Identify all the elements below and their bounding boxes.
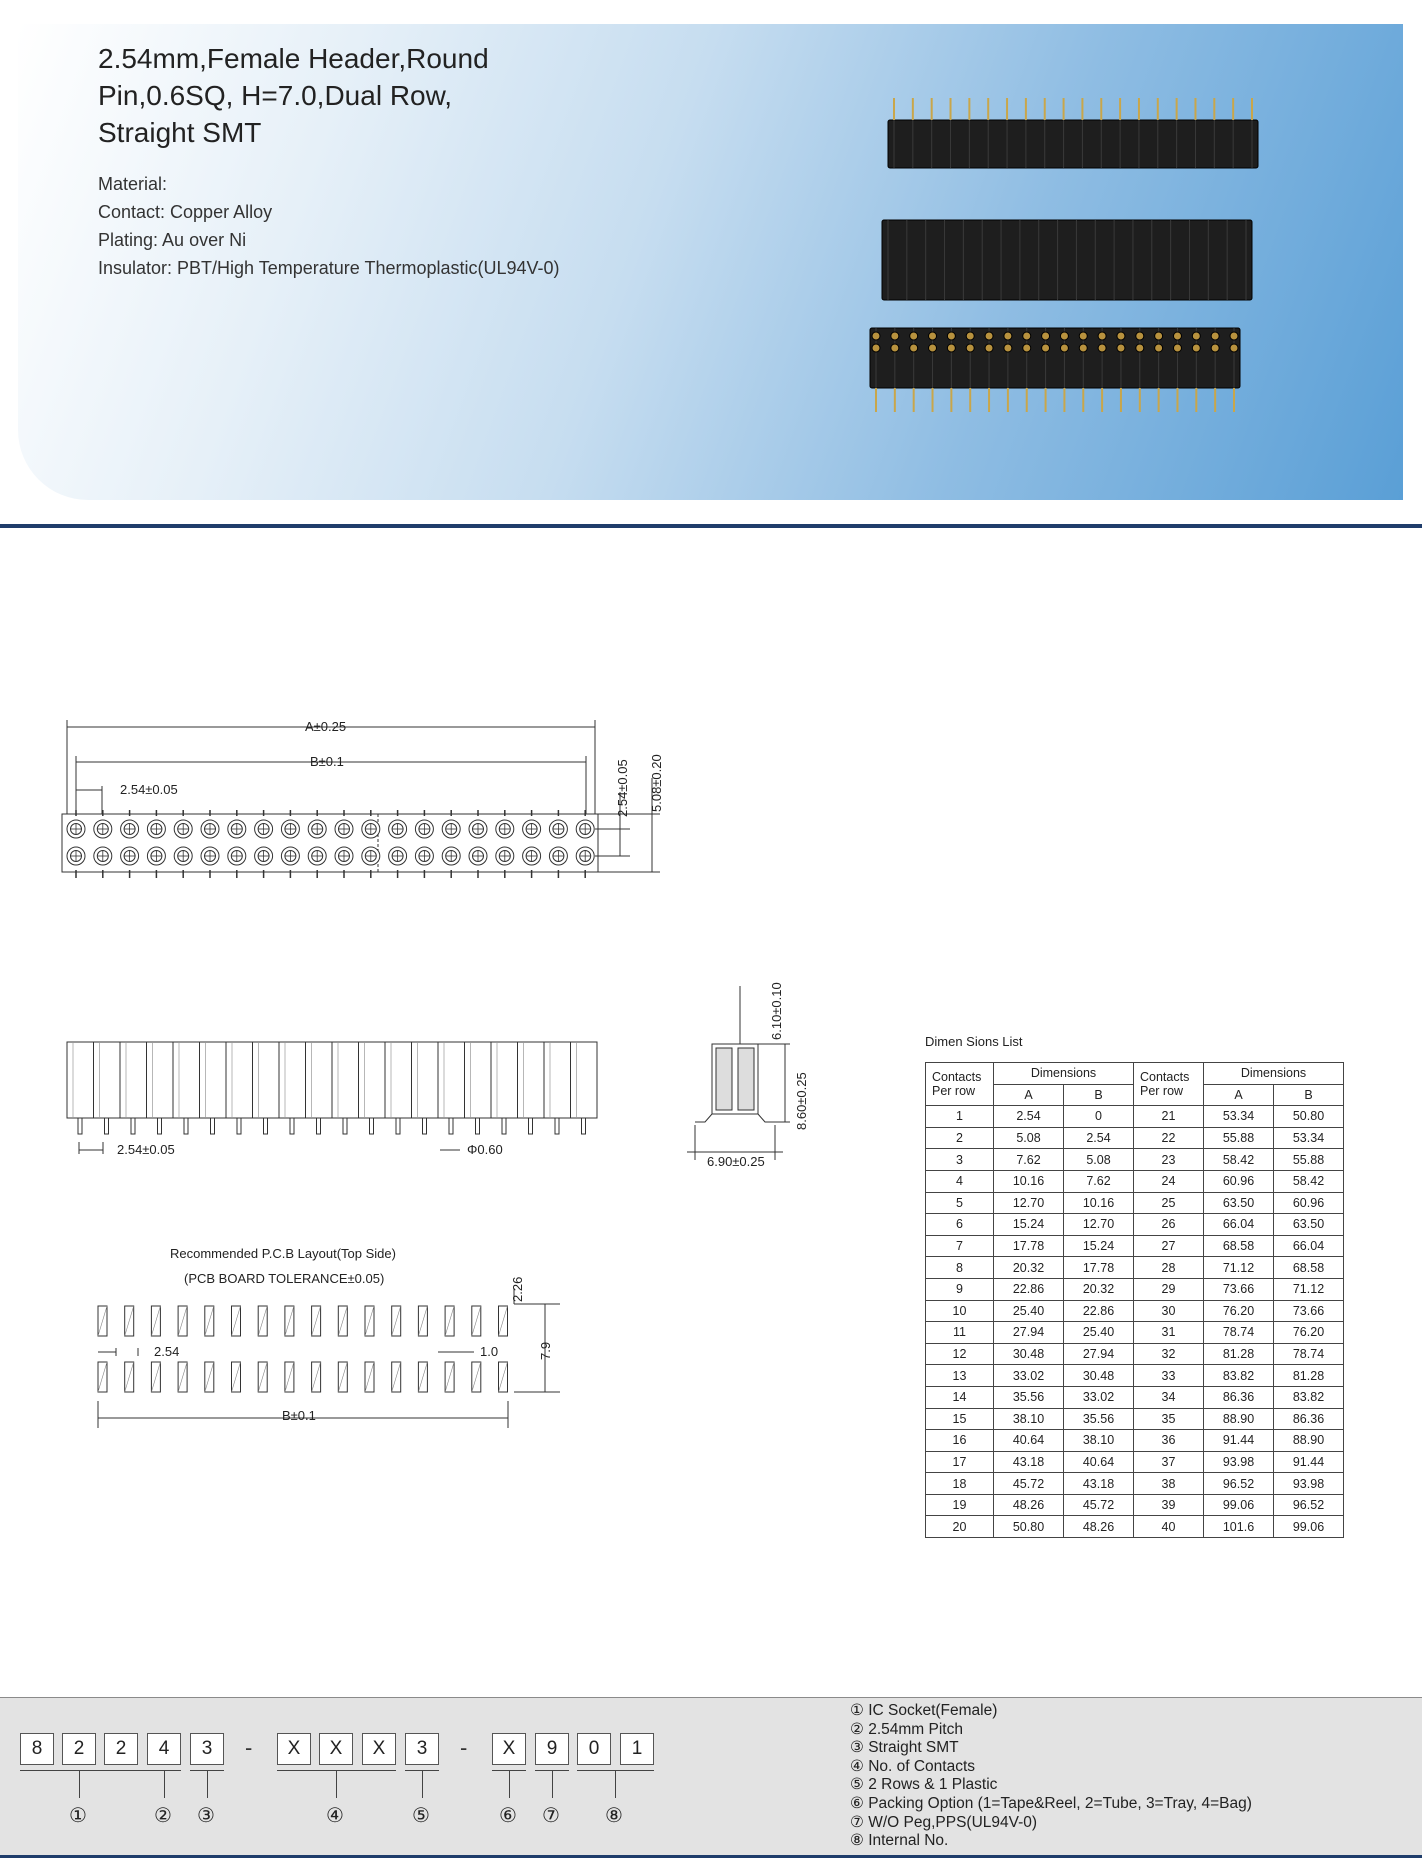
plating-spec: Plating: Au over Ni xyxy=(98,230,247,250)
table-cell: 10 xyxy=(926,1300,994,1322)
leader-line xyxy=(422,1770,423,1798)
pin-dia-label: Φ0.60 xyxy=(467,1142,503,1157)
table-cell: 29 xyxy=(1134,1278,1204,1300)
table-cell: 4 xyxy=(926,1170,994,1192)
socket-hole xyxy=(1211,332,1219,340)
legend-item: ③ Straight SMT xyxy=(850,1739,959,1757)
table-cell: 81.28 xyxy=(1274,1365,1344,1387)
socket-hole xyxy=(1023,332,1031,340)
socket-hole xyxy=(1136,332,1144,340)
socket-hole xyxy=(966,332,974,340)
socket-hole xyxy=(891,332,899,340)
table-cell: 48.26 xyxy=(1064,1516,1134,1538)
table-cell: 66.04 xyxy=(1274,1235,1344,1257)
table-cell: 55.88 xyxy=(1204,1127,1274,1149)
table-row xyxy=(926,1494,1344,1516)
insulator-spec: Insulator: PBT/High Temperature Thermoplastic(UL94V-0) xyxy=(98,258,560,278)
table-row xyxy=(926,1322,1344,1344)
table-cell: 50.80 xyxy=(994,1516,1064,1538)
header-b: B xyxy=(1064,1084,1134,1106)
socket-hole xyxy=(929,344,937,352)
socket-hole xyxy=(910,332,918,340)
socket-hole xyxy=(872,344,880,352)
table-row xyxy=(926,1408,1344,1430)
table-cell: 13 xyxy=(926,1365,994,1387)
table-cell: 39 xyxy=(1134,1494,1204,1516)
table-cell: 43.18 xyxy=(994,1451,1064,1473)
socket-hole xyxy=(1192,344,1200,352)
table-cell: 9 xyxy=(926,1278,994,1300)
pn-digit: 8 xyxy=(20,1733,54,1765)
pin-leg xyxy=(476,1118,480,1134)
leader-line xyxy=(509,1770,510,1798)
table-cell: 73.66 xyxy=(1204,1278,1274,1300)
legend-item: ④ No. of Contacts xyxy=(850,1757,976,1775)
table-cell: 88.90 xyxy=(1204,1408,1274,1430)
socket-hole xyxy=(1098,332,1106,340)
table-cell: 68.58 xyxy=(1274,1257,1344,1279)
table-cell: 96.52 xyxy=(1204,1473,1274,1495)
table-cell: 60.96 xyxy=(1204,1170,1274,1192)
header-contacts-line1: Contacts xyxy=(932,1070,982,1085)
table-body xyxy=(926,1106,1344,1538)
table-cell: 18 xyxy=(926,1473,994,1495)
table-row xyxy=(926,1106,1344,1128)
table-row xyxy=(926,1386,1344,1408)
table-cell: 2.54 xyxy=(1064,1127,1134,1149)
table-cell: 45.72 xyxy=(1064,1494,1134,1516)
table-cell: 93.98 xyxy=(1274,1473,1344,1495)
table-cell: 73.66 xyxy=(1274,1300,1344,1322)
socket-hole xyxy=(1117,344,1125,352)
table-cell: 35 xyxy=(1134,1408,1204,1430)
socket-hole xyxy=(1079,344,1087,352)
marker-4: ④ xyxy=(326,1803,344,1827)
pn-digit: X xyxy=(277,1733,311,1765)
socket-hole xyxy=(1155,332,1163,340)
marker-1: ① xyxy=(69,1803,87,1827)
socket-hole xyxy=(1042,332,1050,340)
pin-leg xyxy=(396,1118,400,1134)
table-cell: 86.36 xyxy=(1204,1386,1274,1408)
table-cell: 20 xyxy=(926,1516,994,1538)
table-row xyxy=(926,1430,1344,1452)
group-underline xyxy=(20,1770,147,1771)
legend-item: ⑥ Packing Option (1=Tape&Reel, 2=Tube, 3=Tray, 4=Bag) xyxy=(850,1794,1252,1812)
pin-leg xyxy=(264,1118,268,1134)
table-cell: 96.52 xyxy=(1274,1494,1344,1516)
table-row xyxy=(926,1235,1344,1257)
legend-item: ② 2.54mm Pitch xyxy=(850,1720,963,1738)
table-cell: 20.32 xyxy=(1064,1278,1134,1300)
table-cell: 78.74 xyxy=(1204,1322,1274,1344)
table-cell: 27 xyxy=(1134,1235,1204,1257)
socket-hole xyxy=(1173,344,1181,352)
socket-hole xyxy=(1173,332,1181,340)
header-body xyxy=(888,120,1258,168)
socket-hole xyxy=(1192,332,1200,340)
table-row xyxy=(926,1365,1344,1387)
part-number-legend xyxy=(850,1702,1252,1851)
socket-hole xyxy=(985,344,993,352)
row-span-label: 7.9 xyxy=(538,1341,553,1360)
pin-leg xyxy=(555,1118,559,1134)
header-contacts-line1: Contacts xyxy=(1140,1070,1190,1085)
table-row xyxy=(926,1516,1344,1538)
header-a: A xyxy=(1204,1084,1274,1106)
table-cell: 33 xyxy=(1134,1365,1204,1387)
table-row xyxy=(926,1278,1344,1300)
table-cell: 21 xyxy=(1134,1106,1204,1128)
socket-hole xyxy=(872,332,880,340)
legend-item: ⑤ 2 Rows & 1 Plastic xyxy=(850,1776,998,1794)
end-height-label: 8.60±0.25 xyxy=(794,1072,809,1130)
table-row xyxy=(926,1257,1344,1279)
table-cell: 88.90 xyxy=(1274,1430,1344,1452)
table-cell: 101.6 xyxy=(1204,1516,1274,1538)
table-cell: 55.88 xyxy=(1274,1149,1344,1171)
table-row xyxy=(926,1300,1344,1322)
pin-leg xyxy=(317,1118,321,1134)
table-cell: 3 xyxy=(926,1149,994,1171)
socket-hole xyxy=(1117,332,1125,340)
table-cell: 30.48 xyxy=(1064,1365,1134,1387)
pcb-b-label: B±0.1 xyxy=(282,1408,316,1423)
table-cell: 5.08 xyxy=(994,1127,1064,1149)
pin-leg xyxy=(290,1118,294,1134)
width-label: 5.08±0.20 xyxy=(649,754,664,812)
pn-digit: 9 xyxy=(535,1733,569,1765)
socket-hole xyxy=(1230,344,1238,352)
pitch-label: 2.54±0.05 xyxy=(120,782,178,797)
leader-line xyxy=(164,1770,165,1798)
marker-5: ⑤ xyxy=(412,1803,430,1827)
table-cell: 19 xyxy=(926,1494,994,1516)
socket-hole xyxy=(1098,344,1106,352)
pin-leg xyxy=(237,1118,241,1134)
table-cell: 5.08 xyxy=(1064,1149,1134,1171)
table-cell: 37 xyxy=(1134,1451,1204,1473)
table-cell: 71.12 xyxy=(1204,1257,1274,1279)
table-cell: 1 xyxy=(926,1106,994,1128)
table-cell: 2.54 xyxy=(994,1106,1064,1128)
table-row xyxy=(926,1127,1344,1149)
socket-hole xyxy=(1079,332,1087,340)
pcb-pitch-label: 2.54 xyxy=(154,1344,180,1359)
table-cell: 36 xyxy=(1134,1430,1204,1452)
legend-item: ⑧ Internal No. xyxy=(850,1832,949,1850)
table-cell: 25.40 xyxy=(1064,1322,1134,1344)
header-dimensions: Dimensions xyxy=(1204,1063,1344,1085)
socket-hole xyxy=(891,344,899,352)
socket-hole xyxy=(1211,344,1219,352)
table-cell: 12 xyxy=(926,1343,994,1365)
table-cell: 12.70 xyxy=(994,1192,1064,1214)
table-cell: 63.50 xyxy=(1274,1214,1344,1236)
table-cell: 34 xyxy=(1134,1386,1204,1408)
table-cell: 99.06 xyxy=(1274,1516,1344,1538)
table-cell: 43.18 xyxy=(1064,1473,1134,1495)
pn-digit: X xyxy=(492,1733,526,1765)
socket-hole xyxy=(1155,344,1163,352)
pn-digit: 2 xyxy=(62,1733,96,1765)
table-cell: 40 xyxy=(1134,1516,1204,1538)
table-cell: 68.58 xyxy=(1204,1235,1274,1257)
table-title: Dimen Sions List xyxy=(925,1034,1023,1049)
table-cell: 63.50 xyxy=(1204,1192,1274,1214)
socket-hole xyxy=(966,344,974,352)
socket-hole xyxy=(947,344,955,352)
table-cell: 53.34 xyxy=(1274,1127,1344,1149)
pn-digit: 1 xyxy=(620,1733,654,1765)
pn-digit: X xyxy=(362,1733,396,1765)
table-cell: 81.28 xyxy=(1204,1343,1274,1365)
table-row xyxy=(926,1214,1344,1236)
pin-leg xyxy=(184,1118,188,1134)
table-cell: 17 xyxy=(926,1451,994,1473)
legend-item: ⑦ W/O Peg,PPS(UL94V-0) xyxy=(850,1813,1038,1831)
pcb-title: Recommended P.C.B Layout(Top Side) xyxy=(170,1246,396,1261)
pin-leg xyxy=(158,1118,162,1134)
leader-line xyxy=(79,1770,80,1798)
table-cell: 91.44 xyxy=(1274,1451,1344,1473)
pn-digit: 4 xyxy=(147,1733,181,1765)
contact-spec: Contact: Copper Alloy xyxy=(98,202,273,222)
table-cell: 38.10 xyxy=(994,1408,1064,1430)
table-cell: 50.80 xyxy=(1274,1106,1344,1128)
material-label: Material: xyxy=(98,174,168,194)
table-cell: 40.64 xyxy=(1064,1451,1134,1473)
leader-line xyxy=(615,1770,616,1798)
socket-hole xyxy=(1136,344,1144,352)
pin-leg xyxy=(582,1118,586,1134)
table-row xyxy=(926,1192,1344,1214)
header-contacts-line2: Per row xyxy=(932,1084,976,1099)
top-view-drawing xyxy=(55,712,675,892)
table-cell: 78.74 xyxy=(1274,1343,1344,1365)
table-cell: 38.10 xyxy=(1064,1430,1134,1452)
material-specs xyxy=(98,170,560,282)
table-cell: 11 xyxy=(926,1322,994,1344)
leader-line xyxy=(552,1770,553,1798)
header-contacts xyxy=(1134,1063,1204,1106)
table-cell: 22 xyxy=(1134,1127,1204,1149)
table-cell: 7.62 xyxy=(1064,1170,1134,1192)
pcb-tolerance: (PCB BOARD TOLERANCE±0.05) xyxy=(184,1271,385,1286)
table-row xyxy=(926,1473,1344,1495)
table-cell: 22.86 xyxy=(1064,1300,1134,1322)
pn-digit: 0 xyxy=(577,1733,611,1765)
marker-3: ③ xyxy=(197,1803,215,1827)
pn-dash: - xyxy=(460,1735,468,1760)
pn-dash: - xyxy=(245,1735,253,1760)
pin-leg xyxy=(370,1118,374,1134)
socket-hole xyxy=(1004,344,1012,352)
table-cell: 2 xyxy=(926,1127,994,1149)
dimensions-table xyxy=(925,1062,1344,1538)
socket-hole xyxy=(1023,344,1031,352)
legend-item: ① IC Socket(Female) xyxy=(850,1702,998,1719)
table-cell: 14 xyxy=(926,1386,994,1408)
table-cell: 26 xyxy=(1134,1214,1204,1236)
pin-leg xyxy=(211,1118,215,1134)
table-cell: 8 xyxy=(926,1257,994,1279)
table-cell: 0 xyxy=(1064,1106,1134,1128)
pin-leg xyxy=(502,1118,506,1134)
pin-leg xyxy=(449,1118,453,1134)
header-body xyxy=(882,220,1252,300)
pad-len-label: 2.26 xyxy=(510,1276,525,1302)
table-cell: 12.70 xyxy=(1064,1214,1134,1236)
table-cell: 17.78 xyxy=(1064,1257,1134,1279)
marker-7: ⑦ xyxy=(542,1803,560,1827)
table-cell: 32 xyxy=(1134,1343,1204,1365)
table-cell: 33.02 xyxy=(1064,1386,1134,1408)
table-cell: 5 xyxy=(926,1192,994,1214)
header-contacts-line2: Per row xyxy=(1140,1084,1184,1099)
socket-hole xyxy=(1230,332,1238,340)
end-top-label: 6.10±0.10 xyxy=(769,982,784,1040)
dim-a-label: A±0.25 xyxy=(305,719,347,734)
marker-8: ⑧ xyxy=(605,1803,623,1827)
product-title xyxy=(98,40,618,151)
table-cell: 58.42 xyxy=(1274,1170,1344,1192)
table-cell: 91.44 xyxy=(1204,1430,1274,1452)
table-row xyxy=(926,1170,1344,1192)
table-cell: 48.26 xyxy=(994,1494,1064,1516)
pn-digit: 3 xyxy=(405,1733,439,1765)
header-b: B xyxy=(1274,1084,1344,1106)
row-pitch-label: 2.54±0.05 xyxy=(615,759,630,817)
pn-digit: X xyxy=(319,1733,353,1765)
pad-width-label: 1.0 xyxy=(480,1344,499,1359)
table-cell: 45.72 xyxy=(994,1473,1064,1495)
socket-hole xyxy=(985,332,993,340)
table-cell: 40.64 xyxy=(994,1430,1064,1452)
table-cell: 23 xyxy=(1134,1149,1204,1171)
table-cell: 71.12 xyxy=(1274,1278,1344,1300)
pin-leg xyxy=(131,1118,135,1134)
marker-2: ② xyxy=(154,1803,172,1827)
side-pitch-label: 2.54±0.05 xyxy=(117,1142,175,1157)
section-divider xyxy=(0,524,1422,528)
pn-digit: 3 xyxy=(190,1733,224,1765)
pn-digit: 2 xyxy=(104,1733,138,1765)
table-cell: 93.98 xyxy=(1204,1451,1274,1473)
title-line: 2.54mm,Female Header,Round xyxy=(98,43,489,74)
header-a: A xyxy=(994,1084,1064,1106)
table-cell: 27.94 xyxy=(994,1322,1064,1344)
title-line: Straight SMT xyxy=(98,117,262,148)
table-cell: 76.20 xyxy=(1204,1300,1274,1322)
table-cell: 38 xyxy=(1134,1473,1204,1495)
side-view-drawing xyxy=(55,1030,615,1165)
table-cell: 83.82 xyxy=(1274,1386,1344,1408)
table-cell: 7.62 xyxy=(994,1149,1064,1171)
pin-leg xyxy=(105,1118,109,1134)
table-cell: 16 xyxy=(926,1430,994,1452)
pin-leg xyxy=(423,1118,427,1134)
table-cell: 27.94 xyxy=(1064,1343,1134,1365)
table-cell: 10.16 xyxy=(1064,1192,1134,1214)
table-cell: 66.04 xyxy=(1204,1214,1274,1236)
socket-hole xyxy=(947,332,955,340)
socket-hole xyxy=(910,344,918,352)
marker-6: ⑥ xyxy=(499,1803,517,1827)
footer-bottom-rule xyxy=(0,1855,1422,1858)
socket-hole xyxy=(1060,332,1068,340)
title-line: Pin,0.6SQ, H=7.0,Dual Row, xyxy=(98,80,453,111)
socket-hole xyxy=(1004,332,1012,340)
table-cell: 30.48 xyxy=(994,1343,1064,1365)
pin-leg xyxy=(343,1118,347,1134)
table-cell: 53.34 xyxy=(1204,1106,1274,1128)
table-cell: 60.96 xyxy=(1274,1192,1344,1214)
socket-hole xyxy=(929,332,937,340)
socket-hole xyxy=(1060,344,1068,352)
table-cell: 10.16 xyxy=(994,1170,1064,1192)
product-photo xyxy=(860,90,1260,440)
table-cell: 17.78 xyxy=(994,1235,1064,1257)
table-cell: 33.02 xyxy=(994,1365,1064,1387)
table-cell: 58.42 xyxy=(1204,1149,1274,1171)
table-cell: 31 xyxy=(1134,1322,1204,1344)
table-cell: 22.86 xyxy=(994,1278,1064,1300)
table-row xyxy=(926,1343,1344,1365)
table-cell: 86.36 xyxy=(1274,1408,1344,1430)
pin-leg xyxy=(529,1118,533,1134)
table-cell: 15 xyxy=(926,1408,994,1430)
table-cell: 24 xyxy=(1134,1170,1204,1192)
table-cell: 99.06 xyxy=(1204,1494,1274,1516)
header-contacts xyxy=(926,1063,994,1106)
table-cell: 15.24 xyxy=(1064,1235,1134,1257)
socket-hole xyxy=(1042,344,1050,352)
table-cell: 35.56 xyxy=(994,1386,1064,1408)
table-cell: 7 xyxy=(926,1235,994,1257)
table-cell: 6 xyxy=(926,1214,994,1236)
table-row xyxy=(926,1451,1344,1473)
leader-line xyxy=(336,1770,337,1798)
table-cell: 76.20 xyxy=(1274,1322,1344,1344)
table-cell: 25.40 xyxy=(994,1300,1064,1322)
pin-leg xyxy=(78,1118,82,1134)
table-cell: 28 xyxy=(1134,1257,1204,1279)
table-cell: 20.32 xyxy=(994,1257,1064,1279)
dim-b-label: B±0.1 xyxy=(310,754,344,769)
leader-line xyxy=(207,1770,208,1798)
table-cell: 83.82 xyxy=(1204,1365,1274,1387)
pcb-layout-drawing xyxy=(90,1268,560,1428)
table-cell: 30 xyxy=(1134,1300,1204,1322)
end-foot-label: 6.90±0.25 xyxy=(707,1154,765,1169)
table-row xyxy=(926,1149,1344,1171)
table-cell: 25 xyxy=(1134,1192,1204,1214)
header-body xyxy=(870,328,1240,388)
end-view-drawing xyxy=(685,960,825,1170)
table-cell: 15.24 xyxy=(994,1214,1064,1236)
header-dimensions: Dimensions xyxy=(994,1063,1134,1085)
table-cell: 35.56 xyxy=(1064,1408,1134,1430)
